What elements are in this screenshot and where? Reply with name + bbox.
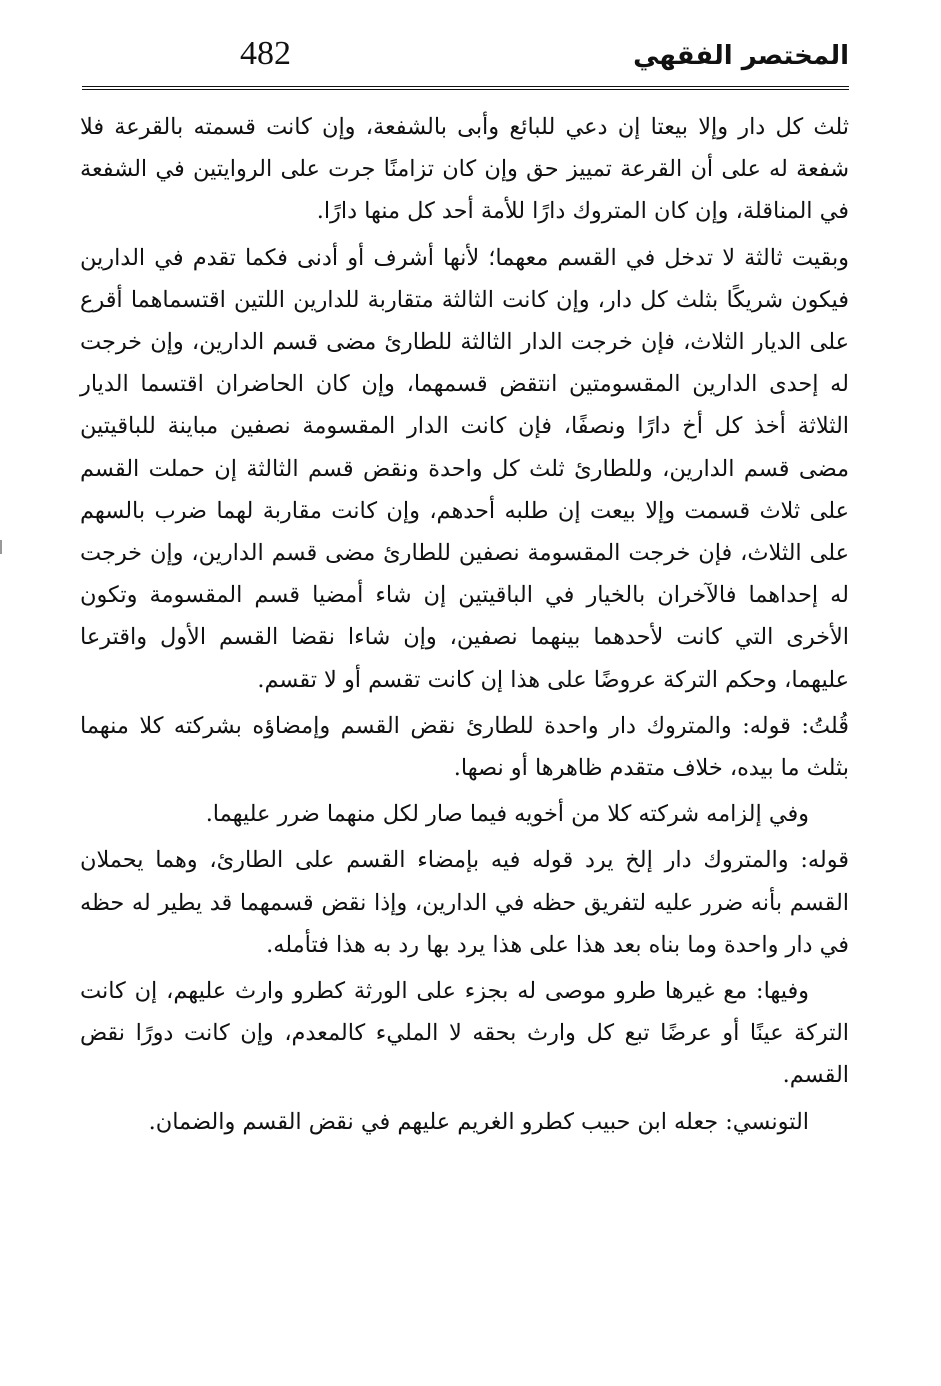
- paragraph-2: وبقيت ثالثة لا تدخل في القسم معهما؛ لأنها أشرف أو أدنى فكما تقدم في الدارين فيكون شريكًا بثلث كل دار، وإن كانت الثالثة متقاربة للدارين اللتين اقتسماهما أقرع على الديار الثلاث، فإن خرجت الدار الثالثة للطارئ مضى قسم الدارين، وإن خرجت له إحدى الدارين المقسومتين انتقض قسمهما، وإن كان الحاضران اقتسما الديار الثلاثة أخذ كل أخ دارًا ونصفًا، فإن كانت الدار المقسومة نصفين مباينة للباقيتين مضى قسم الدارين، وللطارئ ثلث كل واحدة ونقض قسم الثالثة إن حملت القسم على ثلاث قسمت وإلا بيعت إن طلبه أحدهم، وإن كانت مقاربة لهما ضرب بالسهم على الثلاث، فإن خرجت المقسومة نصفين للطارئ مضى قسم الدارين، وإن خرجت له إحداهما فالآخران بالخيار في الباقيتين إن شاء أمضيا قسم المقسومة وتكون الأخرى التي كانت لأحدهما بينهما نصفين، وإن شاءا نقضا القسم الأول واقترعا عليهما، وحكم التركة عروضًا على هذا إن كانت تقسم أو لا تقسم.: [80, 244, 849, 693]
- paragraph-6: وفيها: مع غيرها طرو موصى له بجزء على الورثة كطرو وارث عليهم، إن كانت التركة عينًا أو عرضًا تبع كل وارث بحقه لا المليء كالمعدم، وإن كانت دورًا نقض القسم.: [80, 978, 849, 1089]
- paragraph-5: قوله: والمتروك دار إلخ يرد قوله فيه بإمضاء القسم على الطارئ، وهما يحملان القسم بأنه ضرر عليه لتفريق حظه في الدارين، وإذا نقض قسمهما قد يطير له حظه في دار واحدة وما بناه بعد هذا على هذا يرد بها رد به هذا فتأمله.: [80, 847, 849, 958]
- running-title: المختصر الفقهي: [633, 41, 849, 71]
- paragraph-4: وفي إلزامه شركته كلا من أخويه فيما صار لكل منهما ضرر عليهما.: [205, 801, 809, 828]
- page-number: 482: [240, 35, 291, 72]
- header-rule: [82, 86, 849, 90]
- paragraph-1: ثلث كل دار وإلا بيعتا إن دعي للبائع وأبى بالشفعة، وإن كانت قسمته بالقرعة فلا شفعة له على أن القرعة تمييز حق وإن كان تزامنًا جرت على الروايتين في الشفعة في المناقلة، وإن كان المتروك دارًا للأمة أحد كل منها دارًا.: [80, 114, 849, 225]
- paragraph-3: قُلتُ: قوله: والمتروك دار واحدة للطارئ نقض القسم وإمضاؤه بشركته كلا منهما بثلث ما بيده، خلاف متقدم ظاهرها أو نصها.: [80, 712, 849, 782]
- scan-artifact: [0, 540, 2, 554]
- paragraph-7: التونسي: جعله ابن حبيب كطرو الغريم عليهم في نقض القسم والضمان.: [148, 1108, 809, 1135]
- page-body: [80, 106, 849, 1147]
- page-header: [60, 34, 849, 86]
